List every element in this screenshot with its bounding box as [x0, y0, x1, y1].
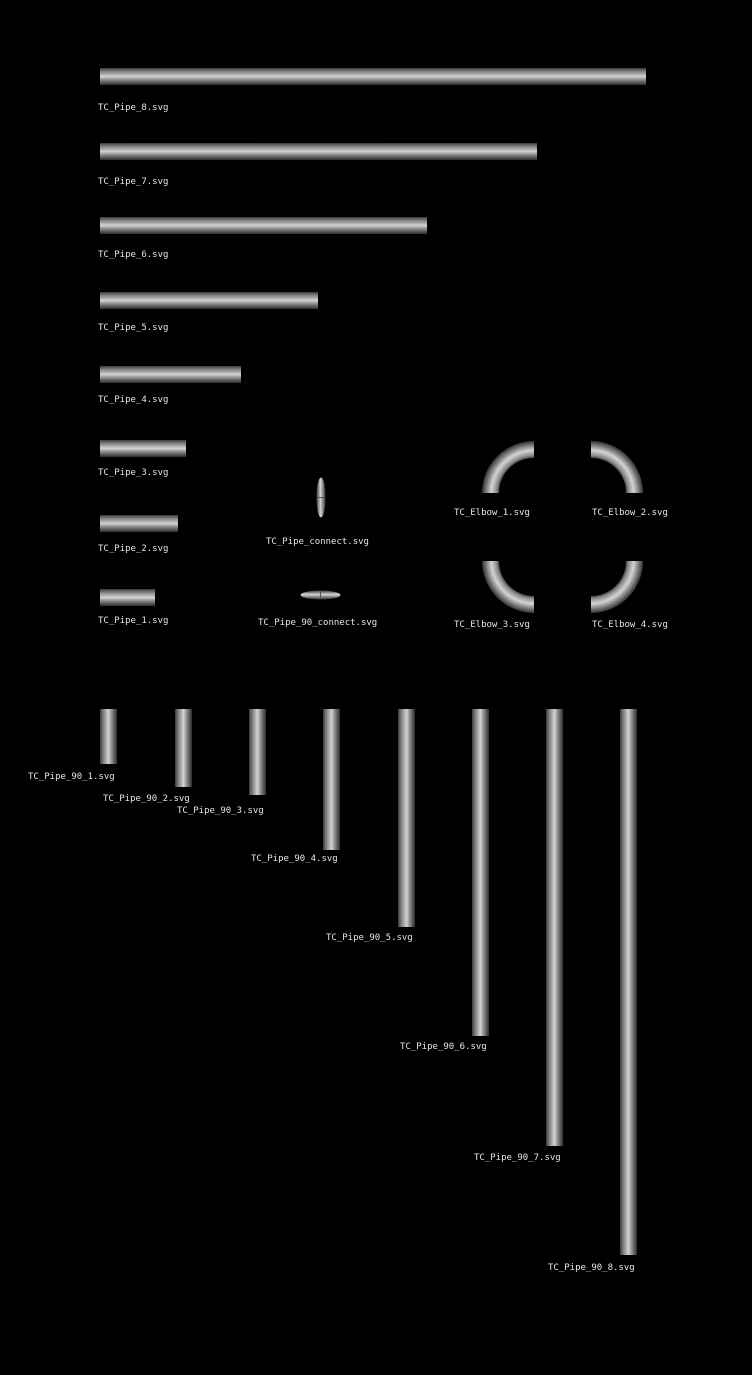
pipe-90-connect-label: TC_Pipe_90_connect.svg [258, 618, 378, 628]
pipe-90-3-image [249, 709, 266, 795]
pipe-8-image [100, 68, 646, 85]
pipe-90-7-image [546, 709, 563, 1146]
pipe-4-image [100, 366, 241, 383]
pipe-8-label: TC_Pipe_8.svg [98, 103, 169, 113]
pipe-90-5-image [398, 709, 415, 927]
pipe-7-image [100, 143, 537, 160]
pipe-2-image [100, 515, 178, 532]
pipe-connect-label: TC_Pipe_connect.svg [266, 537, 369, 547]
elbow-1-image [482, 441, 534, 493]
pipe-6-label: TC_Pipe_6.svg [98, 250, 169, 260]
pipe-90-8-image [620, 709, 637, 1255]
pipe-90-1-image [100, 709, 117, 764]
elbow-3-image [482, 561, 534, 613]
pipe-90-3-label: TC_Pipe_90_3.svg [177, 806, 264, 816]
pipe-90-7-label: TC_Pipe_90_7.svg [474, 1153, 561, 1163]
elbow-3-label: TC_Elbow_3.svg [454, 620, 530, 630]
elbow-1-label: TC_Elbow_1.svg [454, 508, 530, 518]
pipe-2-label: TC_Pipe_2.svg [98, 544, 169, 554]
pipe-90-6-label: TC_Pipe_90_6.svg [400, 1042, 487, 1052]
pipe-7-label: TC_Pipe_7.svg [98, 177, 169, 187]
pipe-1-label: TC_Pipe_1.svg [98, 616, 169, 626]
pipe-90-connect-image [300, 590, 341, 600]
pipe-90-2-label: TC_Pipe_90_2.svg [103, 794, 190, 804]
pipe-90-5-label: TC_Pipe_90_5.svg [326, 933, 413, 943]
pipe-90-8-label: TC_Pipe_90_8.svg [548, 1263, 635, 1273]
pipe-90-4-label: TC_Pipe_90_4.svg [251, 854, 338, 864]
elbow-2-image [591, 441, 643, 493]
pipe-5-image [100, 292, 318, 309]
pipe-6-image [100, 217, 427, 234]
pipe-90-4-image [323, 709, 340, 850]
pipe-connect-image [316, 477, 326, 518]
pipe-90-1-label: TC_Pipe_90_1.svg [28, 772, 115, 782]
pipe-5-label: TC_Pipe_5.svg [98, 323, 169, 333]
elbow-2-label: TC_Elbow_2.svg [592, 508, 668, 518]
elbow-4-label: TC_Elbow_4.svg [592, 620, 668, 630]
elbow-4-image [591, 561, 643, 613]
pipe-3-label: TC_Pipe_3.svg [98, 468, 169, 478]
pipe-1-image [100, 589, 155, 606]
pipe-90-6-image [472, 709, 489, 1036]
pipe-4-label: TC_Pipe_4.svg [98, 395, 169, 405]
pipe-3-image [100, 440, 186, 457]
pipe-90-2-image [175, 709, 192, 787]
